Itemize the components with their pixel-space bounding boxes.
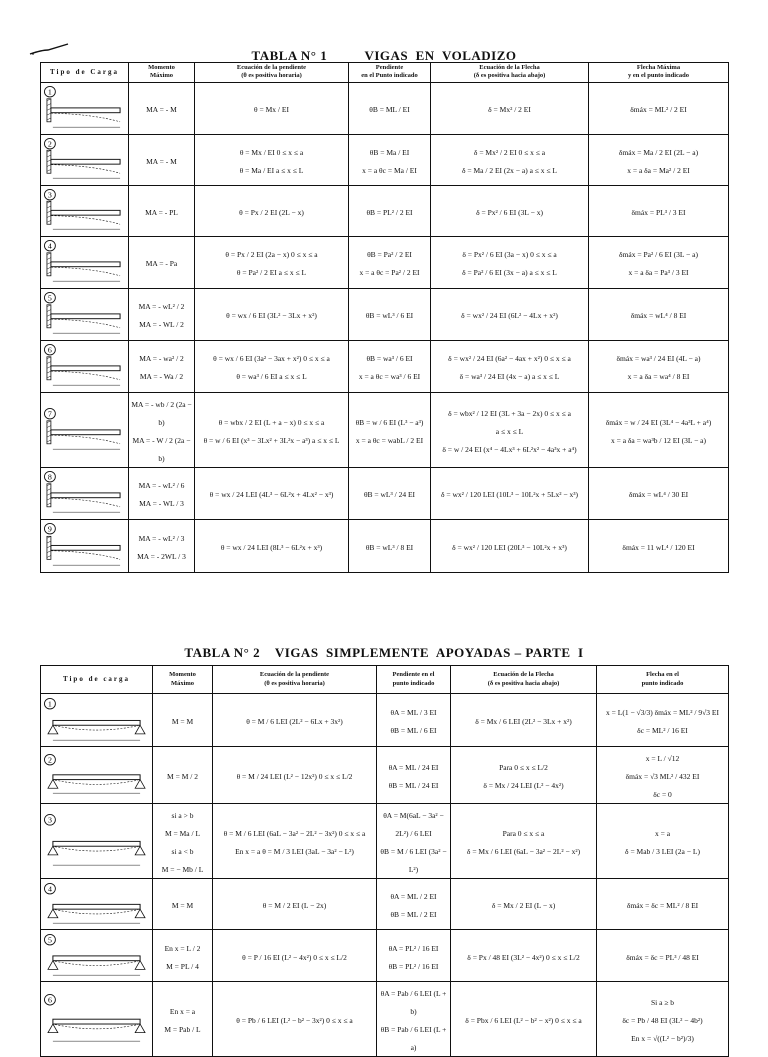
header-momento: Momento Máximo [153, 666, 213, 694]
case-number: 3 [47, 815, 52, 825]
slope-at-point-cell-text: θA = ML / 3 EI θB = ML / 6 EI [390, 708, 437, 735]
max-deflection-cell [597, 804, 729, 879]
slope-at-point-cell [377, 804, 451, 879]
slope-at-point-cell [349, 185, 431, 236]
case-number: 5 [47, 935, 52, 945]
slope-at-point-cell-text: θB = Pa² / 2 EI x = a θc = Pa² / 2 EI [359, 250, 420, 278]
max-deflection-cell [597, 982, 729, 1057]
beam-diagram-icon [43, 188, 126, 233]
moment-cell-text: M = M / 2 [167, 772, 198, 781]
max-deflection-cell [597, 930, 729, 982]
header-momento: Momento Máximo [129, 63, 195, 83]
max-deflection-cell-text: x = L(1 − √3/3) δmáx = ML² / 9√3 EI δc = ML² / 16 EI [606, 708, 719, 735]
slope-equation-cell-text: θ = Pb / 6 LEI (L² − b² − 3x²) 0 ≤ x ≤ a [236, 1016, 353, 1025]
moment-cell [129, 134, 195, 185]
table1-title: TABLA N° 1 VIGAS EN VOLADIZO [251, 48, 517, 63]
moment-cell [129, 340, 195, 392]
max-deflection-cell [597, 694, 729, 747]
moment-cell-text: MA = - wb / 2 (2a − b) MA = - W / 2 (2a − b) [131, 399, 192, 463]
table-row [41, 288, 729, 340]
header-flecha: Ecuación de la Flecha (δ es positiva hacia abajo) [451, 666, 597, 694]
max-deflection-cell [589, 185, 729, 236]
max-deflection-cell-text: δmáx = Pa² / 6 EI (3L − a) x = a δa = Pa³ / 3 EI [619, 250, 698, 278]
max-deflection-cell [589, 340, 729, 392]
moment-cell-text: MA = - Pa [145, 259, 178, 269]
moment-cell-text: MA = - M [146, 105, 177, 115]
slope-equation-cell-text: θ = Mx / EI [254, 105, 289, 115]
slope-at-point-cell [349, 236, 431, 288]
slope-equation-cell-text: θ = P / 16 EI (L² − 4x²) 0 ≤ x ≤ L/2 [242, 952, 347, 962]
slope-at-point-cell [349, 288, 431, 340]
load-type-diagram [41, 392, 129, 467]
moment-cell-text: MA = - wL² / 6 MA = - WL / 3 [138, 481, 185, 509]
deflection-equation-cell-text: δ = Mx² / 2 EI 0 ≤ x ≤ a δ = Ma / 2 EI (2x − a) a ≤ x ≤ L [462, 147, 557, 175]
beam-diagram-icon [43, 291, 126, 337]
header-flecha: Ecuación de la Flecha (δ es positiva hacia abajo) [431, 63, 589, 83]
case-number: 8 [47, 473, 52, 482]
slope-at-point-cell [349, 134, 431, 185]
deflection-equation-cell-text: Para 0 ≤ x ≤ L/2 δ = Mx / 24 LEI (L² − 4x²) [483, 763, 564, 790]
slope-at-point-cell [377, 982, 451, 1057]
max-deflection-cell [589, 392, 729, 467]
table-row [41, 804, 729, 879]
case-number: 4 [47, 242, 52, 251]
deflection-equation-cell [431, 467, 589, 519]
deflection-equation-cell [431, 519, 589, 572]
beam-diagram-icon [43, 522, 126, 569]
slope-equation-cell [195, 134, 349, 185]
slope-equation-cell-text: θ = Px / 2 EI (2a − x) 0 ≤ x ≤ a θ = Pa² / 2 EI a ≤ x ≤ L [225, 250, 318, 278]
slope-equation-cell [213, 879, 377, 930]
load-type-diagram [41, 747, 153, 804]
slope-equation-cell-text: θ = M / 2 EI (L − 2x) [262, 901, 327, 910]
load-type-diagram [41, 340, 129, 392]
table-row [41, 467, 729, 519]
slope-equation-cell [195, 519, 349, 572]
case-number: 3 [47, 191, 52, 200]
deflection-equation-cell [431, 340, 589, 392]
slope-at-point-cell-text: θA = Pab / 6 LEI (L + b) θB = Pab / 6 LEI (L + a) [380, 989, 447, 1052]
table-row [41, 879, 729, 930]
slope-equation-cell-text: θ = Px / 2 EI (2L − x) [239, 207, 304, 217]
slope-equation-cell [213, 930, 377, 982]
moment-cell [153, 694, 213, 747]
slope-equation-cell [195, 236, 349, 288]
beam-diagram-icon [43, 85, 126, 131]
moment-cell-text: MA = - wL² / 3 MA = - 2WL / 3 [137, 533, 186, 561]
moment-cell [129, 467, 195, 519]
table-row [41, 982, 729, 1057]
case-number: 1 [47, 699, 52, 709]
case-number: 6 [47, 995, 52, 1005]
slope-equation-cell-text: θ = wx / 24 LEI (8L³ − 6L²x + x³) [220, 542, 323, 552]
load-type-diagram [41, 288, 129, 340]
slope-equation-cell-text: θ = M / 6 LEI (2L² − 6Lx + 3x²) [246, 717, 343, 726]
deflection-equation-cell [431, 288, 589, 340]
table-row [41, 82, 729, 134]
table-row [41, 340, 729, 392]
slope-at-point-cell-text: θB = wL³ / 8 EI [365, 542, 414, 552]
table2-simply-supported-beams [40, 665, 729, 1057]
deflection-equation-cell [451, 982, 597, 1057]
deflection-equation-cell-text: δ = Mx² / 2 EI [488, 105, 531, 115]
deflection-equation-cell [431, 185, 589, 236]
deflection-equation-cell [451, 879, 597, 930]
max-deflection-cell [589, 288, 729, 340]
max-deflection-cell-text: δmáx = 11 wL⁴ / 120 EI [622, 542, 695, 552]
slope-at-point-cell-text: θA = ML / 2 EI θB = ML / 2 EI [390, 892, 437, 919]
slope-at-point-cell-text: θA = ML / 24 EI θB = ML / 24 EI [388, 763, 439, 790]
moment-cell-text: M = M [171, 901, 194, 910]
load-type-diagram [41, 185, 129, 236]
table-row [41, 236, 729, 288]
table-row [41, 694, 729, 747]
deflection-equation-cell [431, 236, 589, 288]
load-type-diagram [41, 467, 129, 519]
load-type-diagram [41, 82, 129, 134]
max-deflection-cell-text: δmáx = wL⁴ / 8 EI [630, 311, 687, 321]
header-pendiente-punto: Pendiente en el punto indicado [377, 666, 451, 694]
slope-equation-cell-text: θ = M / 24 LEI (L² − 12x²) 0 ≤ x ≤ L/2 [236, 772, 353, 781]
deflection-equation-cell [451, 694, 597, 747]
moment-cell [129, 185, 195, 236]
slope-at-point-cell-text: θB = PL² / 2 EI [366, 207, 413, 217]
moment-cell-text: MA = - M [146, 156, 177, 166]
beam-diagram-icon [43, 470, 126, 516]
beam-diagram-icon [43, 407, 126, 453]
load-type-diagram [41, 804, 153, 879]
max-deflection-cell [589, 134, 729, 185]
moment-cell [153, 982, 213, 1057]
slope-at-point-cell [349, 82, 431, 134]
max-deflection-cell-text: δmáx = ML² / 2 EI [630, 105, 687, 115]
moment-cell-text: En x = a M = Pab / L [164, 1007, 201, 1034]
max-deflection-cell [589, 236, 729, 288]
slope-equation-cell-text: θ = wbx / 2 EI (L + a − x) 0 ≤ x ≤ a θ = w / 6 EI (x³ − 3Lx² + 3L²x − a³) a ≤ x ≤ L [203, 417, 340, 445]
header-tipo-carga: Tipo de Carga [41, 63, 129, 83]
max-deflection-cell-text: δmáx = Ma / 2 EI (2L − a) x = a δa = Ma² / 2 EI [618, 147, 699, 175]
moment-cell [129, 236, 195, 288]
beam-diagram-icon [43, 813, 150, 869]
moment-cell [129, 519, 195, 572]
max-deflection-cell-text: δmáx = δc = PL³ / 48 EI [626, 952, 699, 962]
max-deflection-cell [589, 82, 729, 134]
header-flecha-max: Flecha Máxima y en el punto indicado [589, 63, 729, 83]
max-deflection-cell-text: δmáx = δc = ML² / 8 EI [626, 901, 699, 910]
load-type-diagram [41, 519, 129, 572]
slope-at-point-cell-text: θB = wa³ / 6 EI x = a θc = wa³ / 6 EI [358, 354, 421, 382]
slope-equation-cell [213, 804, 377, 879]
case-number: 2 [47, 755, 52, 765]
beam-diagram-icon [43, 993, 150, 1045]
deflection-equation-cell-text: δ = wx² / 24 EI (6a² − 4ax + x²) 0 ≤ x ≤ a δ = wa³ / 24 EI (4x − a) a ≤ x ≤ L [448, 354, 571, 382]
deflection-equation-cell-text: Para 0 ≤ x ≤ a δ = Mx / 6 LEI (6aL − 3a² − 2L² − x²) [466, 829, 581, 856]
slope-equation-cell [195, 185, 349, 236]
moment-cell-text: si a > b M = Ma / L si a < b M = − Mb / L [161, 811, 204, 874]
moment-cell-text: MA = - PL [145, 207, 178, 217]
beam-diagram-icon [43, 882, 150, 927]
deflection-equation-cell [451, 747, 597, 804]
slope-equation-cell-text: θ = wx / 24 LEI (4L³ − 6L²x + 4Lx² − x³) [209, 490, 334, 500]
beam-diagram-icon [43, 343, 126, 389]
moment-cell-text: MA = - wa² / 2 MA = - Wa / 2 [139, 354, 184, 382]
slope-at-point-cell-text: θB = Ma / EI x = a θc = Ma / EI [362, 147, 417, 175]
header-tipo-carga: Tipo de carga [41, 666, 153, 694]
max-deflection-cell-text: Si a ≥ b δc = Pb / 48 EI (3L² − 4b²) En x = √((L² − b²)/3) [622, 998, 703, 1043]
slope-at-point-cell-text: θB = wL³ / 6 EI [365, 311, 414, 321]
slope-equation-cell-text: θ = Mx / EI 0 ≤ x ≤ a θ = Ma / EI a ≤ x ≤ L [239, 147, 304, 175]
slope-at-point-cell-text: θA = PL² / 16 EI θB = PL² / 16 EI [388, 943, 439, 971]
header-flecha-max: Flecha en el punto indicado [597, 666, 729, 694]
moment-cell [129, 82, 195, 134]
slope-at-point-cell [349, 392, 431, 467]
max-deflection-cell-text: δmáx = wa³ / 24 EI (4L − a) x = a δa = wa⁴ / 8 EI [616, 354, 701, 382]
max-deflection-cell [597, 747, 729, 804]
deflection-equation-cell [451, 804, 597, 879]
table-row [41, 747, 729, 804]
beam-diagram-icon [43, 933, 150, 979]
slope-at-point-cell [377, 930, 451, 982]
slope-equation-cell [195, 467, 349, 519]
header-pendiente: Ecuación de la pendiente (θ es positiva horaria) [195, 63, 349, 83]
deflection-equation-cell-text: δ = wx² / 120 LEI (20L³ − 10L²x + x³) [452, 542, 567, 552]
moment-cell-text: En x = L / 2 M = PL / 4 [164, 943, 201, 971]
moment-cell [153, 804, 213, 879]
deflection-equation-cell-text: δ = Pbx / 6 LEI (L² − b² − x²) 0 ≤ x ≤ a [465, 1016, 582, 1025]
deflection-equation-cell [431, 392, 589, 467]
case-number: 2 [47, 140, 52, 149]
header-pendiente-punto: Pendiente en el Punto indicado [349, 63, 431, 83]
moment-cell [153, 747, 213, 804]
slope-at-point-cell [377, 879, 451, 930]
beam-diagram-icon [43, 137, 126, 182]
slope-equation-cell [195, 288, 349, 340]
slope-equation-cell [195, 340, 349, 392]
beam-diagram-icon [43, 239, 126, 285]
table-row [41, 392, 729, 467]
load-type-diagram [41, 694, 153, 747]
slope-at-point-cell [349, 519, 431, 572]
slope-equation-cell [213, 747, 377, 804]
slope-at-point-cell-text: θA = M(6aL − 3a² − 2L²) / 6 LEI θB = M / 6 LEI (3a² − L²) [380, 811, 447, 874]
max-deflection-cell [589, 519, 729, 572]
load-type-diagram [41, 134, 129, 185]
table-row [41, 185, 729, 236]
max-deflection-cell [597, 879, 729, 930]
moment-cell-text: MA = - wL² / 2 MA = - WL / 2 [138, 302, 185, 330]
load-type-diagram [41, 879, 153, 930]
max-deflection-cell-text: δmáx = PL³ / 3 EI [631, 207, 686, 217]
table-row [41, 519, 729, 572]
case-number: 9 [47, 525, 52, 534]
deflection-equation-cell-text: δ = wx² / 120 LEI (10L³ − 10L²x + 5Lx² − x³) [440, 490, 579, 500]
max-deflection-cell-text: x = L / √12 δmáx = √3 ML² / 432 EI δc = 0 [625, 754, 700, 799]
case-number: 1 [47, 88, 52, 97]
slope-at-point-cell-text: θB = w / 6 EI (L³ − a³) x = a θc = wabL / 2 EI [355, 417, 424, 445]
case-number: 7 [47, 409, 52, 419]
case-number: 4 [47, 884, 52, 894]
deflection-equation-cell-text: δ = Px / 48 EI (3L² − 4x²) 0 ≤ x ≤ L/2 [467, 952, 580, 962]
moment-cell [129, 392, 195, 467]
slope-equation-cell-text: θ = wx / 6 EI (3L² − 3Lx + x²) [226, 311, 317, 321]
table-row [41, 134, 729, 185]
case-number: 6 [47, 346, 52, 355]
slope-equation-cell [213, 982, 377, 1057]
max-deflection-cell-text: δmáx = wL⁴ / 30 EI [628, 490, 689, 500]
deflection-equation-cell [431, 134, 589, 185]
max-deflection-cell [589, 467, 729, 519]
deflection-equation-cell-text: δ = Px² / 6 EI (3L − x) [476, 207, 543, 217]
slope-equation-cell-text: θ = wx / 6 EI (3a² − 3ax + x²) 0 ≤ x ≤ a θ = wa³ / 6 EI a ≤ x ≤ L [213, 354, 330, 382]
deflection-equation-cell-text: δ = Mx / 6 LEI (2L² − 3Lx + x²) [475, 717, 572, 726]
max-deflection-cell-text: δmáx = w / 24 EI (3L⁴ − 4a³L + a⁴) x = a δa = wa³b / 12 EI (3L − a) [605, 417, 712, 445]
beam-diagram-icon [43, 697, 150, 744]
moment-cell-text: M = M [171, 717, 194, 726]
slope-at-point-cell [377, 694, 451, 747]
moment-cell [153, 930, 213, 982]
load-type-diagram [41, 236, 129, 288]
deflection-equation-cell [431, 82, 589, 134]
slope-equation-cell [213, 694, 377, 747]
slope-at-point-cell-text: θB = wL³ / 24 EI [363, 490, 416, 500]
slope-equation-cell-text: θ = M / 6 LEI (6aL − 3a² − 2L² − 3x²) 0 ≤ x ≤ a En x = a θ = M / 3 LEI (3aL − 3a² − L²) [223, 829, 366, 856]
table-row [41, 930, 729, 982]
header-pendiente: Ecuación de la pendiente (θ es positiva horaria) [213, 666, 377, 694]
load-type-diagram [41, 982, 153, 1057]
moment-cell [153, 879, 213, 930]
deflection-equation-cell [451, 930, 597, 982]
slope-at-point-cell [349, 467, 431, 519]
max-deflection-cell-text: x = a δ = Mab / 3 LEI (2a − L) [625, 829, 700, 856]
slope-equation-cell [195, 82, 349, 134]
case-number: 5 [47, 294, 52, 303]
deflection-equation-cell-text: δ = wx² / 24 EI (6L² − 4Lx + x²) [461, 311, 558, 321]
table2-title: TABLA N° 2 VIGAS SIMPLEMENTE APOYADAS – PARTE I [184, 645, 584, 660]
beam-diagram-icon [43, 753, 150, 797]
slope-equation-cell [195, 392, 349, 467]
deflection-equation-cell-text: δ = Px² / 6 EI (3a − x) 0 ≤ x ≤ a δ = Pa² / 6 EI (3x − a) a ≤ x ≤ L [462, 250, 557, 278]
table1-cantilever-beams [40, 62, 729, 573]
deflection-equation-cell-text: δ = Mx / 2 EI (L − x) [491, 901, 556, 910]
slope-at-point-cell-text: θB = ML / EI [369, 105, 410, 115]
load-type-diagram [41, 930, 153, 982]
slope-at-point-cell [377, 747, 451, 804]
moment-cell [129, 288, 195, 340]
slope-at-point-cell [349, 340, 431, 392]
deflection-equation-cell-text: δ = wbx² / 12 EI (3L + 3a − 2x) 0 ≤ x ≤ a a ≤ x ≤ L δ = w / 24 EI (x⁴ − 4Lx³ + 6L²x² − 4a³x + a⁴) [442, 408, 577, 454]
